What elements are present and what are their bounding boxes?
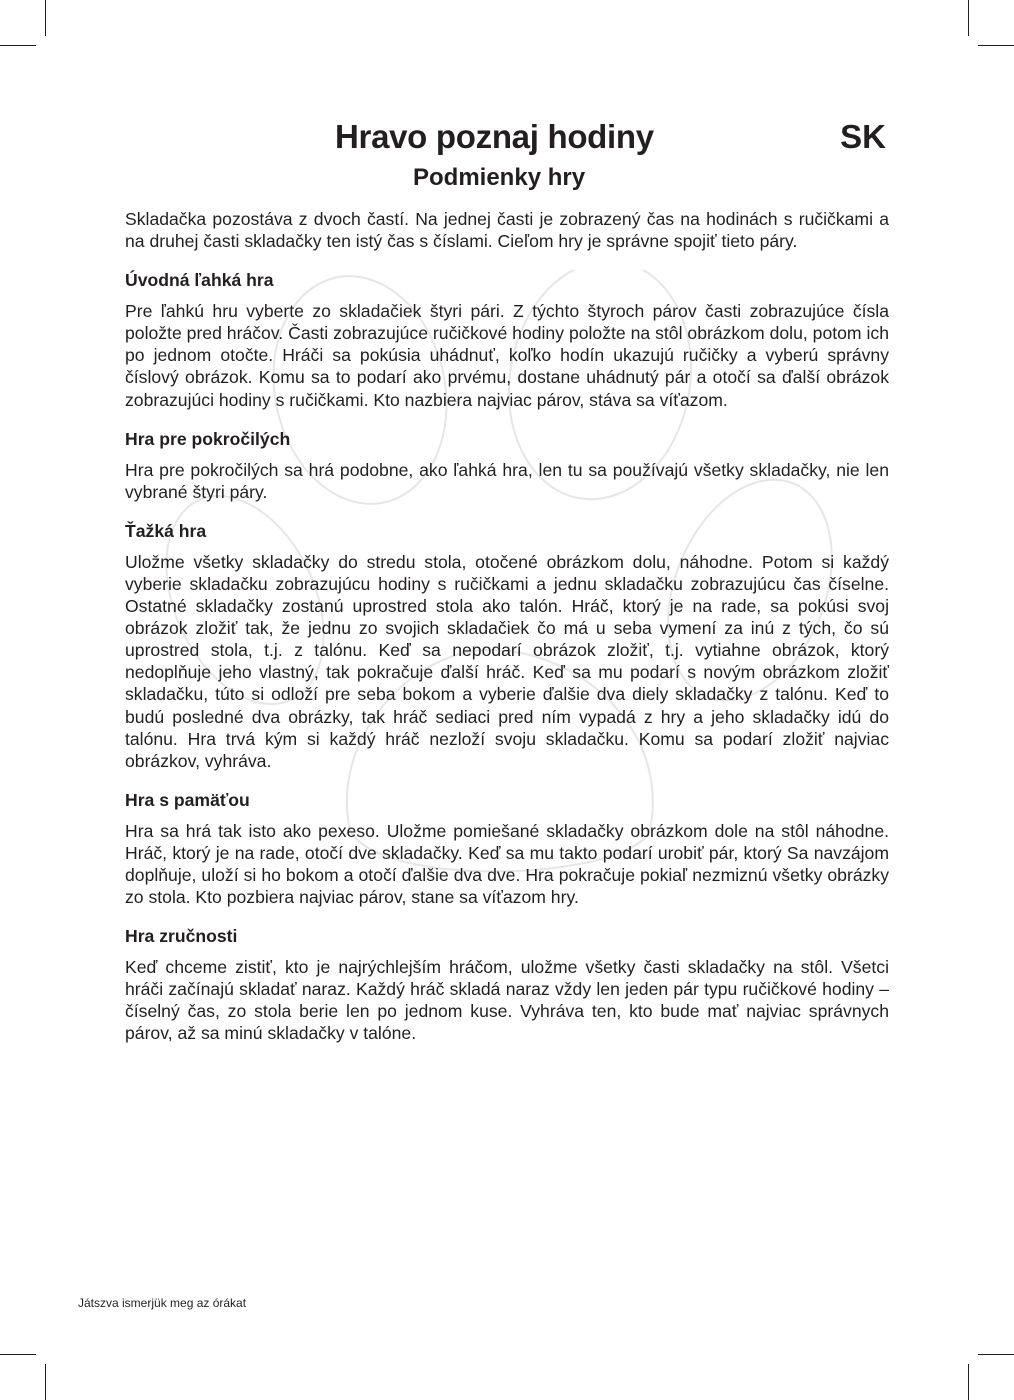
crop-mark-bottom-left — [0, 1354, 36, 1355]
crop-mark-top-right — [978, 45, 1014, 46]
crop-mark-bottom-right — [968, 1364, 969, 1400]
section-memory-game — [125, 789, 889, 908]
crop-mark-bottom-left — [45, 1364, 46, 1400]
page-subtitle: Podmienky hry — [413, 164, 586, 191]
page-header — [0, 118, 1014, 198]
section-text: Uložme všetky skladačky do stredu stola, otočené obrázkom dolu, náhodne. Potom si každý vyberie skladačku zobrazujúcu hodiny s ručičkami a jednu skladačku zobrazujúcu čas číselne. Ostatné skladačky zostanú uprostred stola ako talón. Hráč, ktorý je na rade, sa pokúsi svoj obrázok zložiť tak, že jednu zo svojich skladačiek čo má u seba vymení za inú z tých, čo sú uprostred stola, t.j. z talónu. Keď sa nepodarí obrázok zložiť, t.j. vytiahne obrázok, ktorý nedoplňuje jeho vlastný, tak pokračuje ďalší hráč. Keď sa mu podarí s novým obrázkom zložiť skladačku, túto si odloží pre seba bokom a vyberie ďalšie dva diely skladačky z talónu. Keď to budú posledné dva obrázky, tak hráč sediaci pred ním vypadá z hry a jeho skladačky idú do talónu. Hra trvá kým si každý hráč nezloží svoju skladačku. Komu sa podarí zložiť najviac obrázkov, vyhráva. — [125, 551, 889, 771]
section-skill-game — [125, 925, 889, 1044]
section-heading: Ťažká hra — [125, 520, 207, 541]
section-text: Hra pre pokročilých sa hrá podobne, ako ľahká hra, len tu sa používajú všetky skladačky, nie len vybrané štyri páry. — [125, 459, 889, 502]
language-code: SK — [840, 118, 886, 155]
crop-mark-top-right — [968, 0, 969, 36]
page-title: Hravo poznaj hodiny — [335, 118, 654, 155]
section-text: Hra sa hrá tak isto ako pexeso. Uložme pomiešané skladačky obrázkom dole na stôl náhodne. Hráč, ktorý je na rade, otočí dve skladačky. Keď sa mu takto podarí urobiť pár, ktorý Sa navzájom doplňuje, uloží si ho bokom a otočí ďalšie dva dve. Hra pokračuje pokiaľ nezmiznú všetky obrázky zo stola. Kto pozbiera najviac párov, stane sa víťazom hry. — [125, 820, 889, 908]
footer-text: Játszva ismerjük meg az órákat — [78, 1296, 247, 1310]
section-text: Keď chceme zistiť, kto je najrýchlejším hráčom, uložme všetky časti skladačky na stôl. Všetci hráči začínajú skladať naraz. Každý hráč skladá naraz vždy len jeden pár typu ručičkové hodiny – číselný čas, zo stola berie len po jednom kuse. Vyhráva ten, kto bude mať najviac správnych párov, až sa minú skladačky v talóne. — [125, 957, 889, 1044]
crop-mark-bottom-right — [978, 1354, 1014, 1355]
section-advanced-game — [125, 428, 889, 503]
section-hard-game — [125, 520, 889, 772]
crop-mark-top-left — [45, 0, 46, 36]
section-text: Pre ľahkú hru vyberte zo skladačiek štyri pári. Z týchto štyroch párov časti zobrazujúce čísla položte pred hráčov. Časti zobrazujúce ručičkové hodiny položte na stôl obrázkom dolu, potom ich po jednom otočte. Hráči sa pokúsia uhádnuť, koľko hodín ukazujú ručičky a vyberú správny číslový obrázok. Komu sa to podarí ako prvému, dostane uhádnutý pár a otočí sa ďalší obrázok zobrazujúci hodiny s ručičkami. Kto nazbiera najviac párov, stáva sa víťazom. — [125, 301, 889, 410]
rules-content — [125, 208, 889, 1045]
crop-mark-top-left — [0, 45, 36, 46]
section-heading: Úvodná ľahká hra — [125, 270, 274, 291]
section-heading: Hra pre pokročilých — [125, 428, 291, 449]
section-heading: Hra s pamäťou — [125, 789, 250, 810]
section-heading: Hra zručnosti — [125, 926, 238, 947]
intro-paragraph: Skladačka pozostáva z dvoch častí. Na jednej časti je zobrazený čas na hodinách s ručičkami a na druhej časti skladačky ten istý čas s číslami. Cieľom hry je správne spojiť tieto páry. — [125, 209, 889, 252]
section-easy-game — [125, 269, 889, 410]
